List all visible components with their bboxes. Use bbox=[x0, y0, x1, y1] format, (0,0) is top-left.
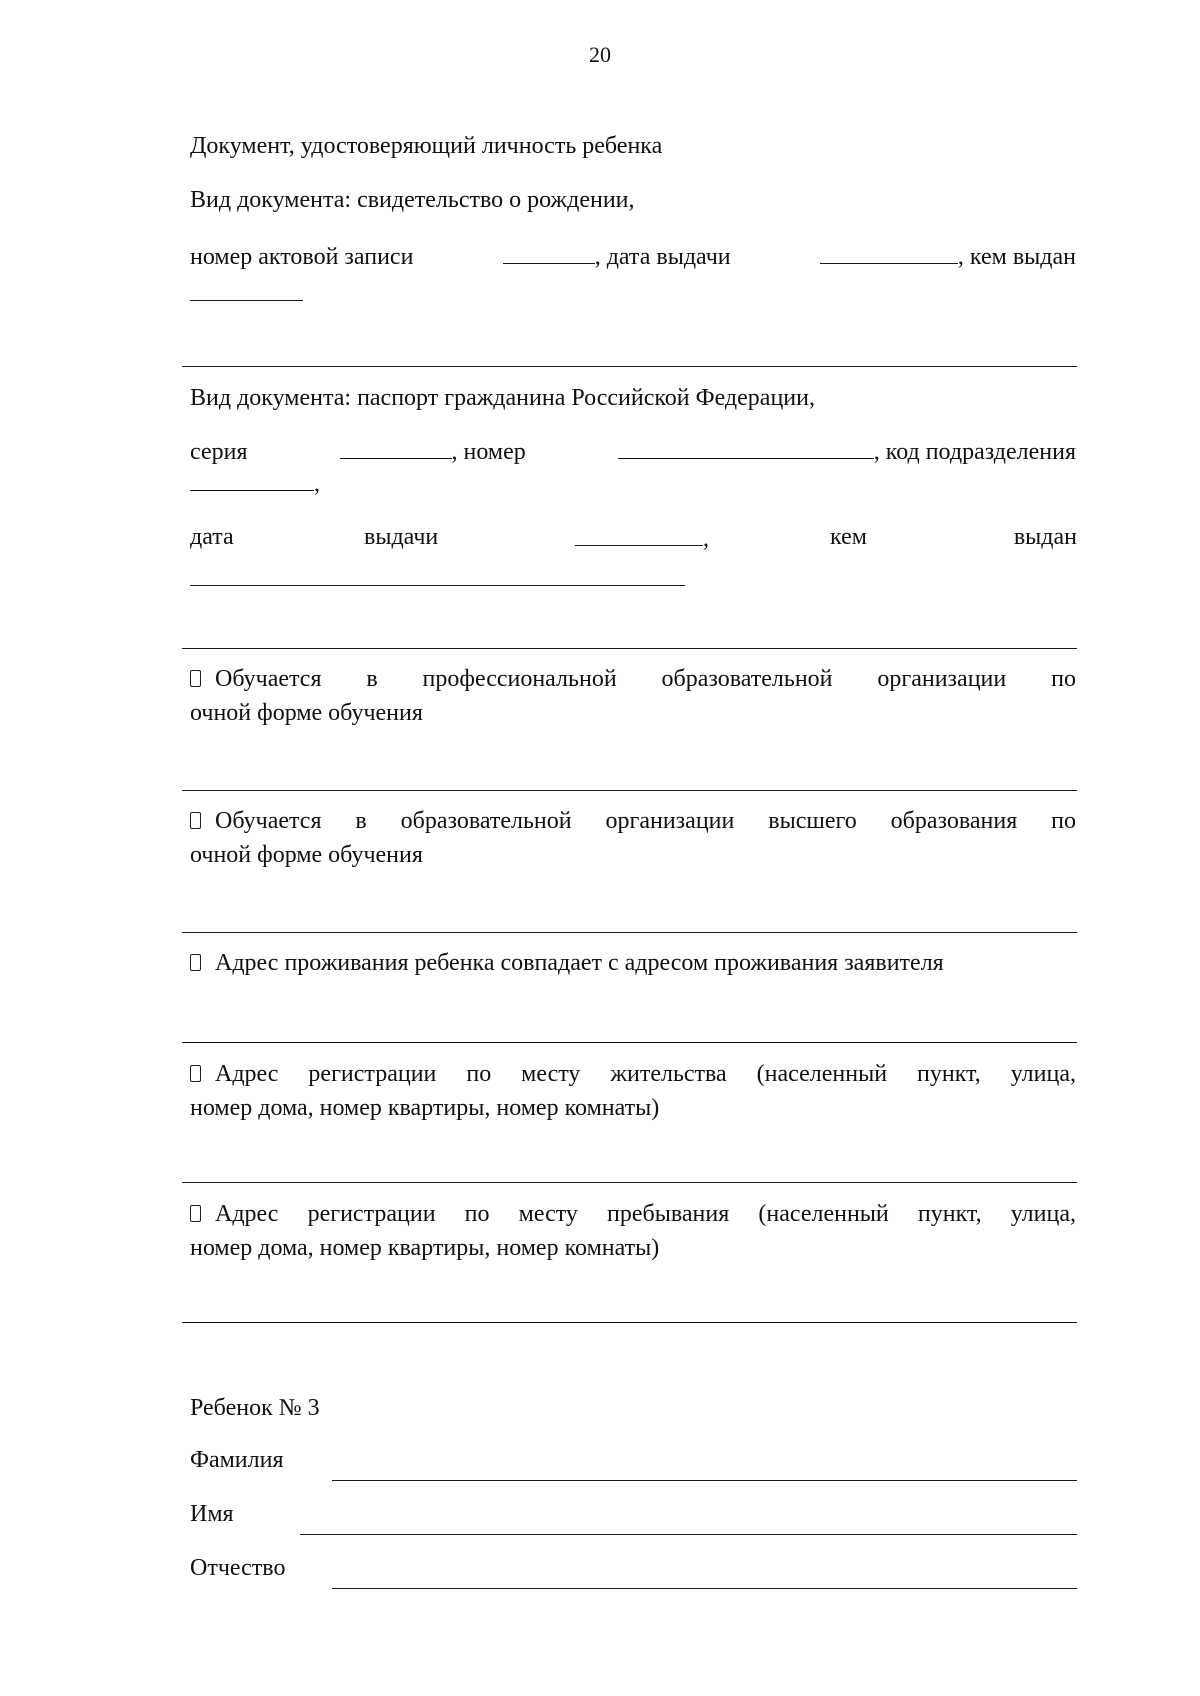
reg-stay-option: Адрес регистрации по месту пребывания (населенный пункт, улица, номер дома, номер квартиры, номер комнаты) bbox=[190, 1197, 1076, 1265]
child3-heading: Ребенок № 3 bbox=[190, 1395, 320, 1421]
birth-cert-issued-by-field[interactable] bbox=[190, 300, 303, 301]
birth-cert-details-row bbox=[190, 243, 1076, 269]
child-id-doc-heading: Документ, удостоверяющий личность ребенка bbox=[190, 133, 663, 159]
higher-edu-field[interactable] bbox=[182, 932, 1077, 933]
same-address-field[interactable] bbox=[182, 1042, 1077, 1043]
by-word: кем bbox=[830, 524, 867, 550]
record-number-label: номер актовой записи bbox=[190, 244, 414, 270]
division-code-comma: , bbox=[314, 471, 320, 497]
reg-residence-checkbox[interactable] bbox=[190, 1065, 201, 1082]
issued-by-label: , кем выдан bbox=[957, 244, 1076, 270]
name-label: Имя bbox=[190, 1501, 234, 1527]
page-number: 20 bbox=[589, 42, 611, 67]
surname-field[interactable] bbox=[332, 1480, 1077, 1481]
higher-edu-option: Обучается в образовательной организации высшего образования по очной форме обучения bbox=[190, 804, 1076, 872]
higher-edu-line2: очной форме обучения bbox=[190, 842, 423, 868]
same-address-option bbox=[190, 946, 1076, 980]
passport-doc-type: Вид документа: паспорт гражданина Российской Федерации, bbox=[190, 385, 815, 411]
passport-issued-by-field-line2[interactable] bbox=[182, 648, 1077, 649]
reg-residence-line2: номер дома, номер квартиры, номер комнаты) bbox=[190, 1095, 660, 1121]
passport-issued-by-field[interactable] bbox=[190, 585, 685, 586]
division-code-label: , код подразделения bbox=[873, 439, 1076, 465]
prof-edu-word1: Обучается bbox=[215, 666, 322, 692]
patronymic-label: Отчество bbox=[190, 1555, 286, 1581]
passport-number-field[interactable] bbox=[618, 438, 874, 459]
birth-cert-doc-type: Вид документа: свидетельство о рождении, bbox=[190, 187, 635, 213]
issue-word: выдачи bbox=[364, 524, 439, 550]
number-label: , номер bbox=[451, 439, 526, 465]
reg-stay-line2: номер дома, номер квартиры, номер комнаты) bbox=[190, 1235, 660, 1261]
passport-issue-date-row bbox=[575, 525, 709, 551]
passport-series-field[interactable] bbox=[340, 438, 452, 459]
date-word: дата bbox=[190, 524, 234, 550]
patronymic-field[interactable] bbox=[332, 1588, 1077, 1589]
division-code-row bbox=[190, 470, 320, 496]
prof-edu-option: Обучается в профессиональной образовательной организации по очной форме обучения bbox=[190, 662, 1076, 730]
prof-edu-checkbox[interactable] bbox=[190, 670, 201, 687]
birth-cert-issued-by-field-line2[interactable] bbox=[182, 366, 1077, 367]
same-address-checkbox[interactable] bbox=[190, 954, 201, 971]
passport-issue-date-field[interactable] bbox=[575, 525, 703, 546]
prof-edu-field[interactable] bbox=[182, 790, 1077, 791]
surname-label: Фамилия bbox=[190, 1447, 284, 1473]
prof-edu-line2: очной форме обучения bbox=[190, 700, 423, 726]
birth-cert-issue-date-field[interactable] bbox=[820, 243, 958, 264]
passport-details-row bbox=[190, 438, 1076, 464]
higher-edu-checkbox[interactable] bbox=[190, 812, 201, 829]
issued-word: выдан bbox=[1013, 524, 1077, 550]
issue-date-label: , дата выдачи bbox=[594, 244, 731, 270]
name-field[interactable] bbox=[300, 1534, 1077, 1535]
reg-stay-checkbox[interactable] bbox=[190, 1205, 201, 1222]
reg-residence-field[interactable] bbox=[182, 1182, 1077, 1183]
reg-residence-option: Адрес регистрации по месту жительства (населенный пункт, улица, номер дома, номер квартиры, номер комнаты) bbox=[190, 1057, 1076, 1125]
same-address-label: Адрес проживания ребенка совпадает с адресом проживания заявителя bbox=[215, 950, 944, 976]
reg-stay-field[interactable] bbox=[182, 1322, 1077, 1323]
division-code-field[interactable] bbox=[190, 470, 314, 491]
issue-date-comma: , bbox=[703, 526, 709, 552]
series-label: серия bbox=[190, 439, 248, 465]
record-number-field[interactable] bbox=[503, 243, 595, 264]
